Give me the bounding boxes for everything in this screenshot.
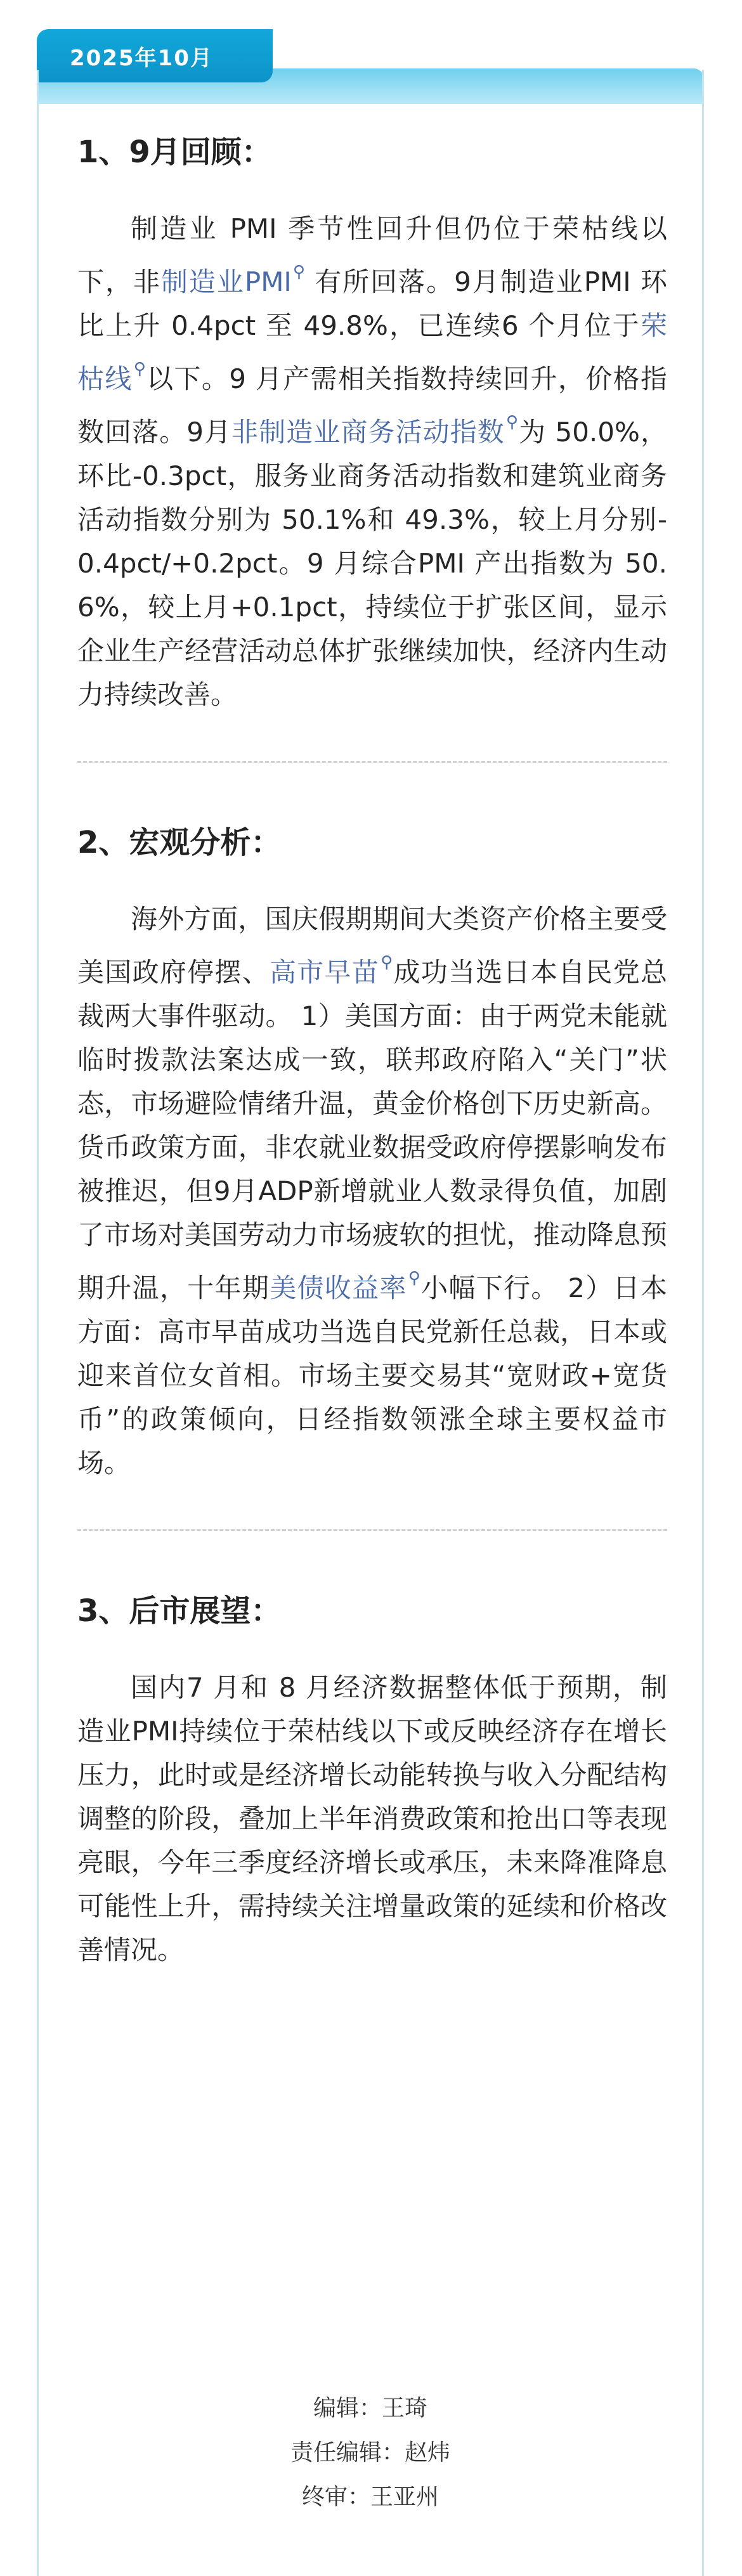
- magnifier-icon: ⚲: [292, 262, 305, 282]
- keyword-text[interactable]: 高市早苗: [269, 957, 380, 988]
- section-1-text: 以下。9 月产需相关指数持续回升，价格指数回落。9月: [77, 363, 667, 448]
- section-2-text: 成功当选日本自民党总裁两大事件驱动。 1）美国方面：由于两党未能就临时拨款法案达成一致，联邦政府陷入“关门”状态，市场避险情绪升温，黄金价格创下历史新高。货币政策方面，非农就业数据受政府停摆影响发布被推迟，但9月ADP新增就业人数录得负值，加剧了市场对美国劳动力市场疲软的担忧，推动降息预期升温，十年期: [77, 957, 667, 1304]
- section-2-paragraph: [77, 897, 667, 1485]
- magnifier-icon: ⚲: [133, 359, 146, 379]
- section-1-paragraph: [77, 207, 667, 716]
- keyword-link[interactable]: [231, 413, 518, 448]
- section-2-title: 2、宏观分析：: [77, 825, 282, 860]
- section-1-text: 制造业 PMI 季节性回升但仍位于荣枯线以下，非: [77, 213, 667, 297]
- magnifier-icon: ⚲: [408, 1269, 420, 1288]
- section-1-text: 为 50.0%，环比-0.3pct，服务业商务活动指数和建筑业商务活动指数分别为 50.1%和 49.3%，较上月分别-0.4pct/+0.2pct。9 月综合PMI 产出指数为 50.6%，较上月+0.1pct，持续位于扩张区间，显示企业生产经营活动总体扩张继续加快，经济内生动力持续改善。: [77, 417, 667, 710]
- section-1-title: 1、9月回顾：: [77, 134, 272, 170]
- keyword-text[interactable]: 制造业PMI: [160, 266, 292, 297]
- editor-credit: 编辑：王琦: [313, 2395, 427, 2421]
- responsible-editor-credit: 责任编辑：赵炜: [290, 2440, 450, 2466]
- keyword-text[interactable]: 美债收益率: [270, 1272, 407, 1304]
- final-review-credit: 终审：王亚州: [301, 2484, 439, 2510]
- magnifier-icon: ⚲: [381, 953, 393, 972]
- keyword-link[interactable]: [270, 1269, 420, 1304]
- section-3-paragraph: 国内7 月和 8 月经济数据整体低于预期，制造业PMI持续位于荣枯线以下或反映经济存在增长压力，此时或是经济增长动能转换与收入分配结构调整的阶段，叠加上半年消费政策和抢出口等表现亮眼，今年三季度经济增长或承压，未来降准降息可能性上升，需持续关注增量政策的延续和价格改善情况。: [77, 1672, 667, 1965]
- keyword-text[interactable]: 荣枯线: [77, 310, 667, 394]
- magnifier-icon: ⚲: [505, 413, 518, 432]
- section-2-text: 小幅下行。 2）日本方面：高市早苗成功当选自民党新任总裁，日本或迎来首位女首相。市场主要交易其“宽财政+宽货币”的政策倾向，日经指数领涨全球主要权益市场。: [77, 1272, 667, 1479]
- section-1-text: 有所回落。9月制造业PMI 环比上升 0.4pct 至 49.8%，已连续6 个月位于: [77, 266, 667, 341]
- date-tab-label: 2025年10月: [70, 45, 213, 71]
- keyword-link[interactable]: [160, 262, 305, 297]
- article-body: [77, 101, 667, 1972]
- keyword-link[interactable]: [269, 953, 393, 988]
- keyword-text[interactable]: 非制造业商务活动指数: [231, 417, 505, 448]
- section-2-text: 海外方面，国庆假期期间大类资产价格主要受美国政府停摆、: [77, 903, 667, 988]
- section-3-title: 3、后市展望：: [77, 1593, 282, 1629]
